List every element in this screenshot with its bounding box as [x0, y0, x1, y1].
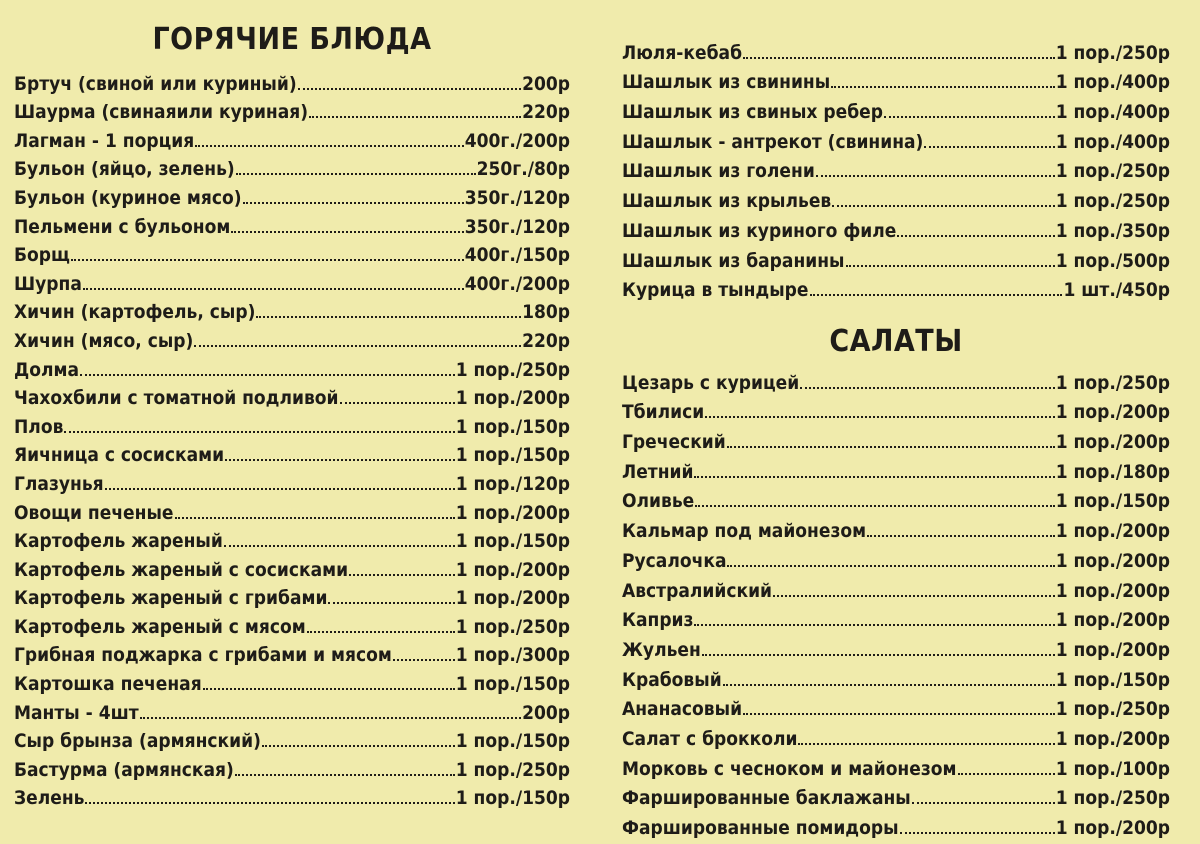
menu-item-name: Курица в тындыре	[622, 279, 809, 302]
menu-item-price: 200р	[522, 72, 570, 95]
menu-item-price: 1 пор./200р	[455, 501, 570, 524]
menu-item	[14, 381, 570, 410]
dot-leader	[71, 259, 464, 261]
menu-item	[14, 295, 570, 324]
menu-item	[622, 394, 1170, 424]
menu-item	[14, 180, 570, 209]
menu-item-name: Ананасовый	[622, 698, 743, 721]
menu-item-name: Шашлык из свинины	[622, 71, 831, 94]
menu-item-price: 400г./150р	[464, 244, 570, 267]
menu-item-name: Плов	[14, 415, 64, 438]
dot-leader	[349, 574, 455, 576]
menu-item	[14, 552, 570, 581]
dot-leader	[298, 88, 521, 90]
menu-item-name: Бульон (куриное мясо)	[14, 186, 242, 209]
menu-item	[622, 512, 1170, 542]
menu-item-price: 1 пор./150р	[455, 415, 570, 438]
menu-item	[622, 453, 1170, 483]
menu-item	[622, 720, 1170, 750]
menu-item	[14, 352, 570, 381]
menu-item	[622, 483, 1170, 513]
menu-item-name: Бульон (яйцо, зелень)	[14, 158, 235, 181]
menu-item	[622, 123, 1170, 153]
menu-item-price: 220р	[522, 101, 570, 124]
menu-item-name: Сыр брынза (армянский)	[14, 730, 261, 753]
salads-title: САЛАТЫ	[829, 324, 963, 359]
dot-leader	[236, 173, 476, 175]
menu-item-name: Шашлык из крыльев	[622, 190, 832, 213]
menu-item-price: 1 пор./350р	[1055, 219, 1170, 242]
menu-item-name: Пельмени с бульоном	[14, 215, 231, 238]
menu-item-name: Греческий	[622, 431, 726, 454]
dot-leader	[393, 659, 455, 661]
menu-item-price: 1 пор./200р	[1055, 638, 1170, 661]
menu-item	[622, 542, 1170, 572]
dot-leader	[231, 231, 463, 233]
menu-item-price: 1 пор./150р	[1055, 668, 1170, 691]
menu-item	[14, 323, 570, 352]
menu-item-name: Шашлык из куриного филе	[622, 219, 897, 242]
menu-item-price: 1 пор./200р	[455, 558, 570, 581]
menu-item-price: 1 пор./250р	[1055, 41, 1170, 64]
dot-leader	[140, 717, 521, 719]
dot-leader	[64, 431, 454, 433]
menu-item	[622, 423, 1170, 453]
menu-item-name: Каприз	[622, 609, 694, 632]
dot-leader	[723, 684, 1055, 686]
menu-item-price: 350г./120р	[464, 186, 570, 209]
menu-item-price: 1 шт./450р	[1063, 279, 1170, 302]
menu-item-name: Долма	[14, 358, 79, 381]
menu-item	[622, 272, 1170, 302]
menu-item-price: 1 пор./400р	[1055, 130, 1170, 153]
menu-item-name: Фаршированные баклажаны	[622, 787, 911, 810]
menu-item	[622, 364, 1170, 394]
menu-item-price: 1 пор./500р	[1055, 249, 1170, 272]
dot-leader	[800, 387, 1054, 389]
menu-item-price: 400г./200р	[464, 272, 570, 295]
menu-item-name: Шурпа	[14, 272, 82, 295]
dot-leader	[743, 713, 1055, 715]
dot-leader	[727, 446, 1055, 448]
menu-item	[622, 242, 1170, 272]
shashlik-list	[622, 34, 1170, 301]
dot-leader	[727, 565, 1054, 567]
menu-item-name: Картошка печеная	[14, 673, 202, 696]
dot-leader	[224, 545, 455, 547]
dot-leader	[958, 773, 1055, 775]
menu-item-name: Манты - 4шт	[14, 701, 139, 724]
menu-item-price: 1 пор./100р	[1055, 757, 1170, 780]
dot-leader	[80, 374, 455, 376]
menu-item-price: 1 пор./400р	[1055, 101, 1170, 124]
menu-item-name: Цезарь с курицей	[622, 371, 800, 394]
menu-item-name: Люля-кебаб	[622, 41, 743, 64]
menu-item-name: Крабовый	[622, 668, 722, 691]
dot-leader	[85, 802, 454, 804]
menu-item-name: Шашлык из свиных ребер	[622, 101, 883, 124]
menu-item	[14, 123, 570, 152]
dot-leader	[816, 175, 1055, 177]
menu-item-price: 1 пор./150р	[1055, 490, 1170, 513]
menu-item-name: Жульен	[622, 638, 701, 661]
dot-leader	[884, 116, 1055, 118]
menu-item-price: 1 пор./200р	[1055, 401, 1170, 424]
dot-leader	[694, 624, 1054, 626]
menu-item-price: 1 пор./200р	[1055, 431, 1170, 454]
menu-item-name: Хичин (мясо, сыр)	[14, 329, 194, 352]
menu-item-name: Зелень	[14, 787, 85, 810]
menu-item-price: 1 пор./250р	[455, 758, 570, 781]
menu-item-price: 1 пор./150р	[455, 730, 570, 753]
menu-item-price: 1 пор./250р	[1055, 371, 1170, 394]
menu-item-name: Грибная поджарка с грибами и мясом	[14, 644, 392, 667]
dot-leader	[897, 235, 1054, 237]
menu-item-name: Русалочка	[622, 549, 727, 572]
menu-item	[622, 182, 1170, 212]
menu-item	[14, 695, 570, 724]
menu-item-price: 1 пор./200р	[455, 587, 570, 610]
menu-item	[622, 809, 1170, 839]
hot-dishes-list	[14, 66, 570, 809]
dot-leader	[798, 743, 1054, 745]
dot-leader	[846, 265, 1055, 267]
menu-item-name: Картофель жареный	[14, 530, 223, 553]
dot-leader	[83, 288, 464, 290]
menu-item-name: Чахохбили с томатной подливой	[14, 387, 339, 410]
menu-item-price: 220р	[522, 329, 570, 352]
dot-leader	[832, 205, 1054, 207]
menu-item-price: 1 пор./250р	[1055, 160, 1170, 183]
menu-item	[14, 209, 570, 238]
dot-leader	[105, 488, 455, 490]
menu-item	[14, 66, 570, 95]
menu-item	[622, 153, 1170, 183]
menu-item-name: Овощи печеные	[14, 501, 174, 524]
menu-item	[622, 780, 1170, 810]
menu-item-price: 1 пор./200р	[1055, 579, 1170, 602]
menu-item-name: Австралийский	[622, 579, 773, 602]
menu-item	[14, 781, 570, 810]
menu-item	[14, 95, 570, 124]
dot-leader	[924, 146, 1054, 148]
dot-leader	[194, 345, 521, 347]
menu-item	[14, 495, 570, 524]
menu-item	[622, 661, 1170, 691]
menu-item	[14, 724, 570, 753]
menu-item	[622, 750, 1170, 780]
menu-item-price: 1 пор./300р	[455, 644, 570, 667]
menu-item-name: Шаурма (свинаяили куриная)	[14, 101, 309, 124]
menu-item	[14, 238, 570, 267]
menu-item-price: 1 пор./250р	[455, 358, 570, 381]
menu-item-price: 1 пор./150р	[455, 530, 570, 553]
menu-item-name: Яичница с сосисками	[14, 444, 225, 467]
menu-item-price: 400г./200р	[464, 129, 570, 152]
menu-item-price: 180р	[522, 301, 570, 324]
dot-leader	[695, 505, 1054, 507]
menu-item-price: 1 пор./150р	[455, 444, 570, 467]
menu-item-price: 200р	[522, 701, 570, 724]
dot-leader	[262, 745, 455, 747]
menu-item-price: 1 пор./200р	[1055, 727, 1170, 750]
menu-item-price: 1 пор./200р	[1055, 817, 1170, 839]
menu-item-name: Лагман - 1 порция	[14, 129, 195, 152]
dot-leader	[743, 57, 1055, 59]
menu-item	[14, 152, 570, 181]
menu-item-name: Кальмар под майонезом	[622, 520, 867, 543]
menu-item-name: Хичин (картофель, сыр)	[14, 301, 256, 324]
dot-leader	[175, 517, 455, 519]
menu-item	[14, 666, 570, 695]
dot-leader	[307, 631, 455, 633]
menu-item-name: Тбилиси	[622, 401, 705, 424]
menu-item	[14, 752, 570, 781]
menu-item-name: Борщ	[14, 244, 70, 267]
dot-leader	[694, 476, 1054, 478]
menu-item-price: 1 пор./250р	[455, 615, 570, 638]
dot-leader	[225, 459, 455, 461]
dot-leader	[810, 294, 1063, 296]
menu-item	[622, 602, 1170, 632]
menu-item-price: 1 пор./200р	[1055, 520, 1170, 543]
menu-item	[622, 34, 1170, 64]
menu-item	[622, 572, 1170, 602]
menu-item	[14, 466, 570, 495]
dot-leader	[203, 688, 455, 690]
salads-list	[622, 364, 1170, 839]
menu-item	[622, 691, 1170, 721]
menu-item-name: Шашлык - антрекот (свинина)	[622, 130, 924, 153]
menu-item-price: 1 пор./250р	[1055, 698, 1170, 721]
dot-leader	[900, 832, 1055, 834]
dot-leader	[867, 535, 1055, 537]
dot-leader	[195, 145, 463, 147]
menu-item	[14, 638, 570, 667]
menu-item-name: Картофель жареный с мясом	[14, 615, 306, 638]
dot-leader	[235, 774, 455, 776]
menu-item	[14, 438, 570, 467]
menu-item	[14, 609, 570, 638]
menu-item-name: Салат с брокколи	[622, 727, 798, 750]
menu-item-price: 1 пор./200р	[455, 387, 570, 410]
menu-item-price: 1 пор./200р	[1055, 609, 1170, 632]
menu-item-price: 1 пор./200р	[1055, 549, 1170, 572]
menu-item-price: 1 пор./150р	[455, 787, 570, 810]
menu-item	[14, 409, 570, 438]
dot-leader	[702, 654, 1055, 656]
menu-item	[622, 631, 1170, 661]
dot-leader	[243, 202, 464, 204]
menu-item	[14, 581, 570, 610]
menu-item-name: Бастурма (армянская)	[14, 758, 234, 781]
menu-item-name: Картофель жареный с грибами	[14, 587, 328, 610]
menu-item-price: 250г./80р	[476, 158, 570, 181]
menu-item-price: 1 пор./120р	[455, 472, 570, 495]
dot-leader	[773, 595, 1055, 597]
dot-leader	[705, 416, 1055, 418]
menu-item	[14, 266, 570, 295]
dot-leader	[328, 602, 454, 604]
dot-leader	[912, 802, 1055, 804]
menu-item-name: Оливье	[622, 490, 695, 513]
dot-leader	[309, 116, 521, 118]
menu-item-price: 1 пор./250р	[1055, 190, 1170, 213]
menu-item-name: Глазунья	[14, 472, 104, 495]
menu-item-name: Фаршированные помидоры	[622, 817, 899, 839]
menu-item	[622, 212, 1170, 242]
menu-item-name: Шашлык из баранины	[622, 249, 845, 272]
menu-item-name: Морковь с чесноком и майонезом	[622, 757, 957, 780]
hot-dishes-title: ГОРЯЧИЕ БЛЮДА	[152, 22, 432, 57]
menu-item-price: 350г./120р	[464, 215, 570, 238]
dot-leader	[831, 86, 1055, 88]
menu-item-name: Картофель жареный с сосисками	[14, 558, 349, 581]
menu-item-price: 1 пор./180р	[1055, 460, 1170, 483]
menu-item-name: Шашлык из голени	[622, 160, 815, 183]
menu-item	[622, 93, 1170, 123]
menu-item-price: 1 пор./400р	[1055, 71, 1170, 94]
menu-item-name: Бртуч (свиной или куриный)	[14, 72, 297, 95]
menu-item-price: 1 пор./250р	[1055, 787, 1170, 810]
menu-item-price: 1 пор./150р	[455, 673, 570, 696]
dot-leader	[256, 316, 521, 318]
menu-item	[622, 64, 1170, 94]
dot-leader	[340, 402, 455, 404]
menu-item	[14, 524, 570, 553]
menu-item-name: Летний	[622, 460, 694, 483]
